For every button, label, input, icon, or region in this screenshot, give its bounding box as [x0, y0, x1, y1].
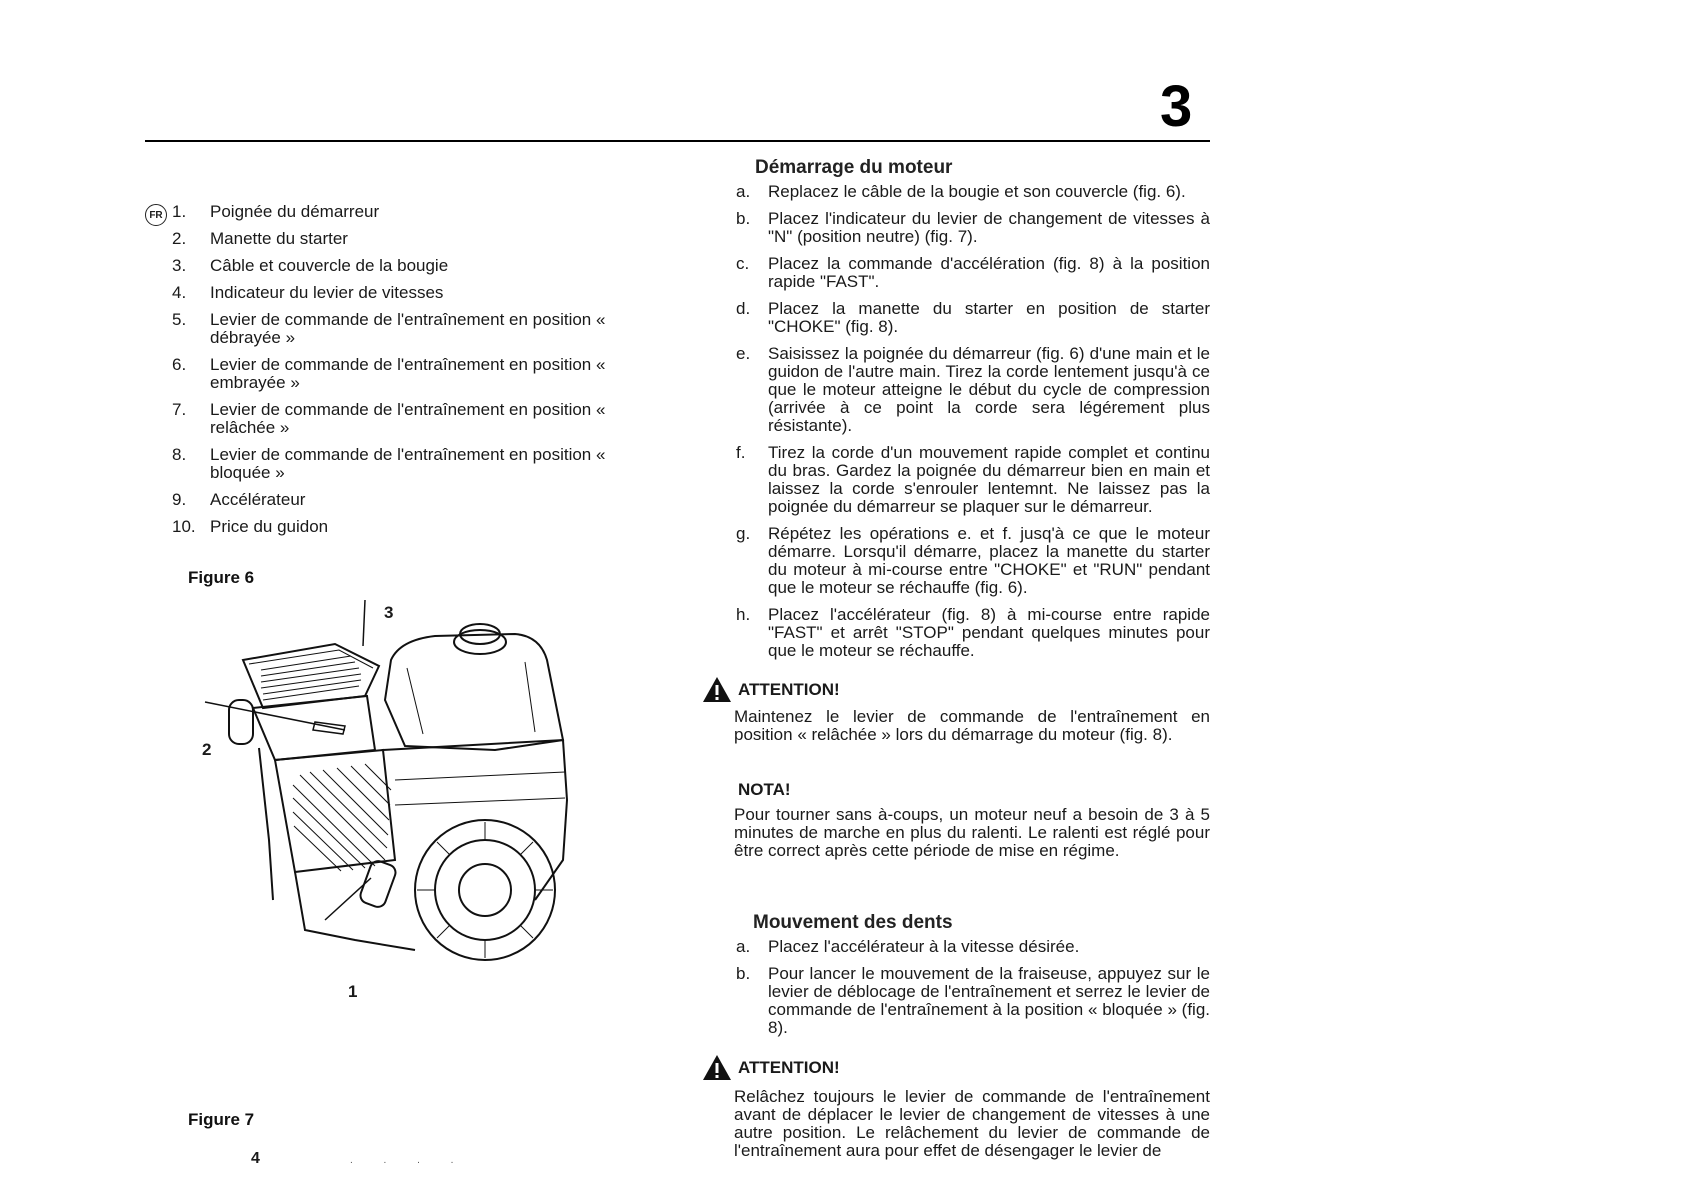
chapter-number: 3: [1160, 74, 1193, 139]
attention-text-1: Maintenez le levier de commande de l'entraînement en position « relâchée » lors du démarrage du moteur (fig. 8).: [734, 707, 1210, 744]
step-item: g. Répétez les opérations e. et f. jusq'à ce que le moteur démarre. Lorsqu'il démarre, placez la manette du starter du moteur à mi-course entre "CHOKE" et "RUN" pendant que le moteur se réchauffe (fig. 6).: [736, 524, 1210, 597]
step-item: h. Placez l'accélérateur (fig. 8) à mi-course entre rapide "FAST" et arrêt "STOP" pendant quelques minutes pour que le moteur se réchauffe.: [736, 605, 1210, 660]
list-item: 8. Levier de commande de l'entraînement en position « bloquée »: [172, 445, 606, 482]
language-badge: FR: [145, 204, 167, 226]
warning-icon: [702, 1054, 732, 1081]
nota-heading: NOTA!: [738, 780, 791, 799]
figure-6-label: Figure 6: [188, 568, 255, 587]
header-rule: [145, 140, 1210, 142]
starting-heading: Démarrage du moteur: [755, 157, 953, 178]
step-item: a. Placez l'accélérateur à la vitesse désirée.: [736, 937, 1080, 956]
list-item: 5. Levier de commande de l'entraînement en position « débrayée »: [172, 310, 606, 347]
callout-2: 2: [202, 740, 212, 759]
tines-steps: [736, 938, 1210, 1046]
step-item: a. Replacez le câble de la bougie et son couvercle (fig. 6).: [736, 182, 1186, 201]
step-item: e. Saisissez la poignée du démarreur (fig. 6) d'une main et le guidon de l'autre main. Tirez la corde lentement jusqu'à ce que le moteur atteigne le début du cycle de compression (arrivée à ce point la corde sera légérement plus résistante).: [736, 344, 1210, 435]
list-item: 7. Levier de commande de l'entraînement en position « relâchée »: [172, 400, 606, 437]
step-item: b. Pour lancer le mouvement de la fraiseuse, appuyez sur le levier de déblocage de l'entraînement et serrez le levier de commande de l'entraînement à la position « bloquée » (fig. 8).: [736, 964, 1210, 1037]
step-item: f. Tirez la corde d'un mouvement rapide complet et continu du bras. Gardez la poignée du démarreur bien en main et laissez la corde s'enrouler lentemnt. Ne laissez pas la poignée du démarreur se plaquer sur le démarreur.: [736, 443, 1210, 516]
callout-1: 1: [348, 982, 358, 1001]
list-item: 4. Indicateur du levier de vitesses: [172, 283, 444, 302]
tines-heading: Mouvement des dents: [753, 912, 953, 933]
warning-icon: [702, 676, 732, 703]
figure-7-label: Figure 7: [188, 1110, 255, 1129]
attention-text-2: Relâchez toujours le levier de commande de l'entraînement avant de déplacer le levier de changement de vitesses à une autre position. Le relâchement du levier de commande de l'entraînement aura pour effet de désengager le levier de: [734, 1088, 1210, 1160]
nota-text: Pour tourner sans à-coups, un moteur neuf a besoin de 3 à 5 minutes de marche en plus du ralenti. Le ralenti est réglé pour être correct après cette période de mise en régime.: [734, 805, 1210, 860]
list-item: 10. Price du guidon: [172, 517, 329, 536]
step-item: d. Placez la manette du starter en position de starter "CHOKE" (fig. 8).: [736, 299, 1210, 336]
step-item: b. Placez l'indicateur du levier de changement de vitesses à "N" (position neutre) (fig. 7).: [736, 209, 1210, 246]
page-number: 4: [251, 1150, 260, 1167]
engine-illustration: [195, 600, 595, 1020]
footer-marks: . . . .: [350, 1155, 468, 1166]
list-item: 9. Accélérateur: [172, 490, 306, 509]
list-item: 2. Manette du starter: [172, 229, 348, 248]
list-item: 6. Levier de commande de l'entraînement en position « embrayée »: [172, 355, 606, 392]
list-item: 1. Poignée du démarreur: [172, 202, 380, 221]
callout-3: 3: [384, 603, 394, 622]
starting-steps: [736, 183, 1210, 669]
attention-heading-1: ATTENTION!: [702, 676, 840, 703]
attention-heading-2: ATTENTION!: [702, 1054, 840, 1081]
parts-list: [172, 203, 642, 545]
list-item: 3. Câble et couvercle de la bougie: [172, 256, 449, 275]
step-item: c. Placez la commande d'accélération (fig. 8) à la position rapide "FAST".: [736, 254, 1210, 291]
